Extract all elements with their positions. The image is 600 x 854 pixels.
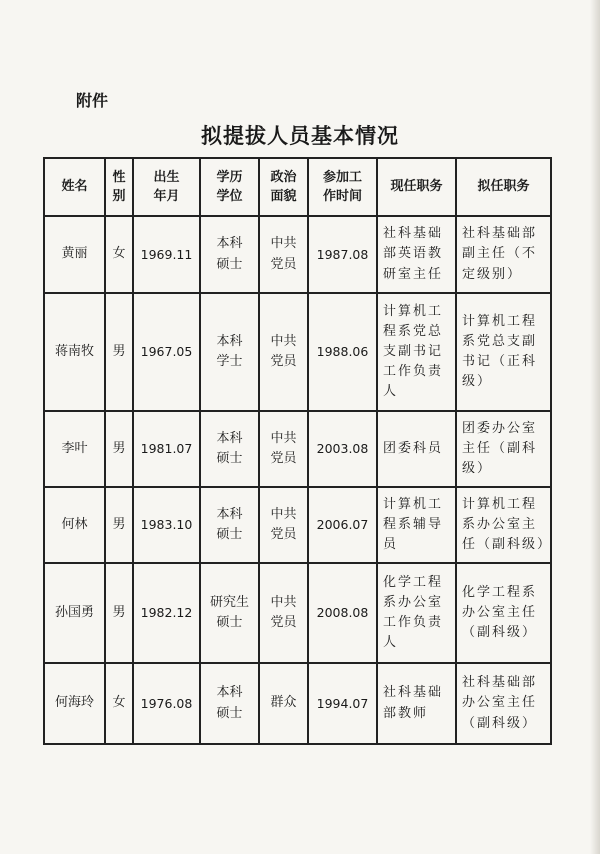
education-line1: 本科 xyxy=(216,430,243,446)
politics-line2: 党员 xyxy=(270,354,297,369)
cell-current-post: 团委科员 xyxy=(377,411,456,487)
cell-current-post: 社科基础部教师 xyxy=(377,663,456,744)
cell-gender: 男 xyxy=(105,411,133,487)
politics-line2: 党员 xyxy=(270,256,297,272)
header-politics-line2: 面貌 xyxy=(270,189,297,204)
cell-current-post: 计算机工程系辅导员 xyxy=(377,487,456,563)
header-proposed-post: 拟任职务 xyxy=(456,158,551,216)
cell-proposed-post: 团委办公室主任（副科级） xyxy=(456,411,551,487)
cell-education xyxy=(200,293,259,411)
cell-name: 李叶 xyxy=(44,411,105,487)
cell-work-start: 2008.08 xyxy=(308,563,377,663)
politics-line1: 中共 xyxy=(270,333,297,349)
header-birth-line2: 年月 xyxy=(153,189,180,204)
header-work-start xyxy=(308,158,377,216)
cell-gender: 男 xyxy=(105,487,133,563)
cell-gender: 女 xyxy=(105,216,133,293)
education-line1: 研究生 xyxy=(209,594,249,610)
header-name: 姓名 xyxy=(44,158,105,216)
header-work-start-line1: 参加工 xyxy=(322,169,362,185)
header-gender xyxy=(105,158,133,216)
education-line1: 本科 xyxy=(216,236,243,252)
cell-birth: 1983.10 xyxy=(133,487,200,563)
cell-education xyxy=(200,216,259,293)
cell-name: 蒋南牧 xyxy=(44,293,105,411)
cell-politics xyxy=(259,411,308,487)
cell-education xyxy=(200,563,259,663)
cell-birth: 1976.08 xyxy=(133,663,200,744)
header-current-post: 现任职务 xyxy=(377,158,456,216)
table-row xyxy=(44,293,551,411)
cell-current-post: 化学工程系办公室工作负责人 xyxy=(377,563,456,663)
education-line2: 硕士 xyxy=(216,527,243,542)
cell-education xyxy=(200,411,259,487)
cell-name: 何海玲 xyxy=(44,663,105,744)
cell-proposed-post: 计算机工程系党总支副书记（正科级） xyxy=(456,293,551,411)
politics-line1: 中共 xyxy=(270,430,297,446)
header-education-line2: 学位 xyxy=(216,189,243,204)
cell-current-post: 社科基础部英语教研室主任 xyxy=(377,216,456,293)
cell-proposed-post: 社科基础部办公室主任（副科级） xyxy=(456,663,551,744)
table-header-row xyxy=(44,158,551,216)
cell-education xyxy=(200,487,259,563)
cell-proposed-post: 化学工程系办公室主任（副科级） xyxy=(456,563,551,663)
cell-education xyxy=(200,663,259,744)
cell-name: 孙国勇 xyxy=(44,563,105,663)
cell-birth: 1967.05 xyxy=(133,293,200,411)
header-work-start-line2: 作时间 xyxy=(322,189,362,204)
education-line1: 本科 xyxy=(216,506,243,522)
header-gender-line2: 别 xyxy=(112,189,126,204)
cell-work-start: 1988.06 xyxy=(308,293,377,411)
cell-politics xyxy=(259,293,308,411)
cell-birth: 1981.07 xyxy=(133,411,200,487)
cell-politics xyxy=(259,487,308,563)
header-birth xyxy=(133,158,200,216)
cell-work-start: 1994.07 xyxy=(308,663,377,744)
education-line1: 本科 xyxy=(216,685,243,701)
header-politics xyxy=(259,158,308,216)
education-line2: 硕士 xyxy=(216,615,243,630)
cell-work-start: 2006.07 xyxy=(308,487,377,563)
header-gender-line1: 性 xyxy=(112,169,126,185)
cell-current-post: 计算机工程系党总支副书记工作负责人 xyxy=(377,293,456,411)
cell-work-start: 1987.08 xyxy=(308,216,377,293)
education-line1: 本科 xyxy=(216,333,243,349)
politics-line2: 党员 xyxy=(270,527,297,542)
header-education xyxy=(200,158,259,216)
header-birth-line1: 出生 xyxy=(153,169,180,185)
cell-birth: 1982.12 xyxy=(133,563,200,663)
personnel-table xyxy=(43,157,552,745)
cell-gender: 男 xyxy=(105,293,133,411)
cell-politics: 群众 xyxy=(259,663,308,744)
attachment-label: 附件 xyxy=(76,91,109,110)
politics-line1: 中共 xyxy=(270,506,297,522)
header-education-line1: 学历 xyxy=(216,169,243,185)
cell-name: 黄丽 xyxy=(44,216,105,293)
politics-line1: 中共 xyxy=(270,236,297,252)
cell-proposed-post: 社科基础部副主任（不定级别） xyxy=(456,216,551,293)
politics-line2: 党员 xyxy=(270,451,297,466)
education-line2: 硕士 xyxy=(216,451,243,466)
education-line2: 硕士 xyxy=(216,705,243,721)
cell-proposed-post: 计算机工程系办公室主任（副科级） xyxy=(456,487,551,563)
education-line2: 硕士 xyxy=(216,256,243,272)
politics-line2: 党员 xyxy=(270,615,297,630)
table-row xyxy=(44,663,551,744)
header-politics-line1: 政治 xyxy=(270,169,297,185)
cell-gender: 女 xyxy=(105,663,133,744)
table-row xyxy=(44,487,551,563)
cell-politics xyxy=(259,216,308,293)
cell-name: 何林 xyxy=(44,487,105,563)
cell-politics xyxy=(259,563,308,663)
cell-work-start: 2003.08 xyxy=(308,411,377,487)
education-line2: 学士 xyxy=(216,354,243,369)
cell-gender: 男 xyxy=(105,563,133,663)
politics-line1: 中共 xyxy=(270,594,297,610)
table-row xyxy=(44,216,551,293)
document-title: 拟提拔人员基本情况 xyxy=(201,123,399,148)
table-row xyxy=(44,563,551,663)
table-row xyxy=(44,411,551,487)
cell-birth: 1969.11 xyxy=(133,216,200,293)
